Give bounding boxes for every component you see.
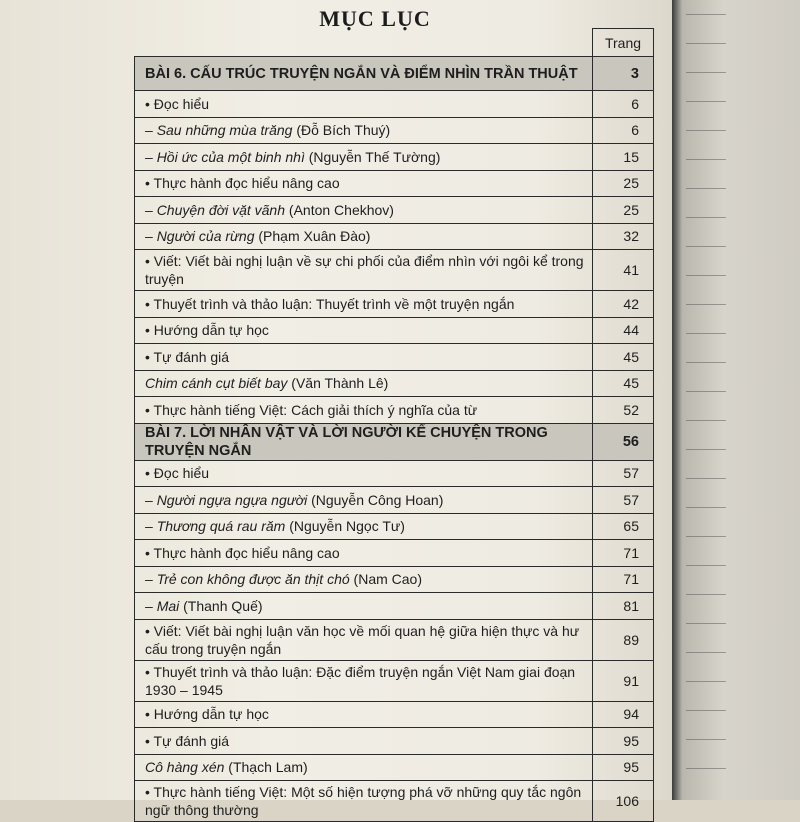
entry-marker: – [145,518,157,535]
entry-page-number: 91 [593,660,654,701]
adjacent-page-rule [686,594,726,595]
entry-page-number: 106 [593,781,654,822]
entry-author: (Nguyễn Ngọc Tư) [285,518,405,535]
toc-entry-row[interactable] [135,91,654,118]
entry-title: Người của rừng [156,228,255,245]
entry-marker: – [145,148,157,165]
entry-author: (Nguyễn Thế Tường) [304,148,441,165]
adjacent-page-rule [686,246,726,247]
entry-page-number: 25 [593,170,654,197]
toc-entry [135,619,593,660]
toc-entry-row[interactable] [135,513,654,540]
toc-entry-row[interactable] [135,317,654,344]
toc-entry [135,660,593,701]
entry-page-number: 6 [593,117,654,144]
entry-page-number: 45 [593,344,654,371]
adjacent-page-rule [686,362,726,363]
entry-marker: – [145,597,157,614]
entry-marker: • [145,732,154,749]
entry-title: Thực hành đọc hiểu nâng cao [153,544,340,561]
entry-title: Chim cánh cụt biết bay [145,375,288,392]
entry-title: Tự đánh giá [153,732,230,749]
adjacent-page-strip [672,0,800,800]
entry-page-number: 32 [593,223,654,250]
toc-entry-row[interactable] [135,223,654,250]
entry-title: Hồi ức của một binh nhì [156,148,305,165]
page-column-header: Trang [593,29,654,57]
toc-entry-row[interactable] [135,460,654,487]
toc-entry [135,223,593,250]
toc-entry-row[interactable] [135,566,654,593]
toc-entry-row[interactable] [135,754,654,781]
toc-entry-row[interactable] [135,197,654,224]
adjacent-page-rule [686,681,726,682]
toc-entry [135,460,593,487]
entry-title: Sau những mùa trăng [156,122,293,139]
lesson-page-number: 56 [593,423,654,460]
adjacent-page-rule [686,507,726,508]
toc-entry-row[interactable] [135,397,654,424]
entry-marker: • [145,622,154,639]
toc-entry [135,754,593,781]
entry-title: Hướng dẫn tự học [153,322,269,339]
entry-title: Viết: Viết bài nghị luận về sự chi phối của điểm nhìn với ngôi kể trong truyện [145,253,584,287]
page-title: MỤC LỤC [319,6,431,31]
entry-title: Người ngựa ngựa người [156,491,308,508]
entry-title: Hướng dẫn tự học [153,706,269,723]
entry-marker: • [145,663,154,680]
entry-title: Viết: Viết bài nghị luận văn học về mối quan hệ giữa hiện thực và hư cấu trong truyện ngắn [145,622,580,657]
toc-entry [135,370,593,397]
entry-title: Cô hàng xén [145,759,225,776]
toc-entry-row[interactable] [135,701,654,728]
toc-entry [135,250,593,291]
toc-entry [135,701,593,728]
toc-entry [135,117,593,144]
toc-entry-row[interactable] [135,144,654,171]
entry-page-number: 89 [593,619,654,660]
toc-entry [135,344,593,371]
entry-marker: • [145,348,154,365]
adjacent-page-rule [686,391,726,392]
adjacent-page-rule [686,217,726,218]
entry-marker: • [145,401,154,418]
entry-author: (Phạm Xuân Đào) [254,228,371,245]
entry-page-number: 57 [593,460,654,487]
entry-author: (Anton Chekhov) [285,201,394,218]
entry-page-number: 95 [593,754,654,781]
entry-title: Đọc hiểu [153,95,210,112]
entry-marker: – [145,491,157,508]
adjacent-page-rule [686,101,726,102]
entry-author: (Nguyễn Công Hoan) [307,491,444,508]
entry-marker: • [145,544,154,561]
entry-page-number: 41 [593,250,654,291]
adjacent-page-rule [686,623,726,624]
toc-entry [135,781,593,822]
entry-marker: • [145,465,154,482]
entry-page-number: 71 [593,566,654,593]
entry-page-number: 44 [593,317,654,344]
toc-entry-row[interactable] [135,540,654,567]
entry-marker: – [145,201,157,218]
adjacent-page-rule [686,739,726,740]
entry-page-number: 65 [593,513,654,540]
lesson-heading: BÀI 6. CẤU TRÚC TRUYỆN NGẮN VÀ ĐIỂM NHÌN TRẦN THUẬT [135,57,593,91]
lesson-page-number: 3 [593,57,654,91]
toc-entry [135,540,593,567]
adjacent-page-rule [686,333,726,334]
adjacent-page-rule [686,420,726,421]
entry-page-number: 45 [593,370,654,397]
entry-author: (Thanh Quế) [179,597,263,614]
entry-page-number: 52 [593,397,654,424]
toc-entry-row[interactable] [135,619,654,660]
lesson-heading-row[interactable] [135,57,654,91]
toc-entry-row[interactable] [135,728,654,755]
toc-entry [135,197,593,224]
adjacent-page-rule [686,768,726,769]
adjacent-page-rule [686,536,726,537]
toc-entry [135,513,593,540]
entry-page-number: 6 [593,91,654,118]
entry-title: Thuyết trình và thảo luận: Đặc điểm truyện ngắn Việt Nam giai đoạn 1930 – 1945 [145,663,576,698]
entry-page-number: 71 [593,540,654,567]
header-empty-cell [135,29,593,57]
adjacent-page-rule [686,304,726,305]
entry-title: Thực hành tiếng Việt: Cách giải thích ý nghĩa của từ [153,401,478,418]
adjacent-page-rule [686,275,726,276]
adjacent-page-rule [686,43,726,44]
lesson-heading: BÀI 7. LỜI NHÂN VẬT VÀ LỜI NGƯỜI KỂ CHUYỆN TRONG TRUYỆN NGẮN [135,423,593,460]
toc-entry [135,91,593,118]
toc-entry-row[interactable] [135,370,654,397]
adjacent-page-rule [686,478,726,479]
adjacent-page-rule [686,72,726,73]
adjacent-page-rule [686,449,726,450]
header-row [135,29,654,57]
entry-title: Đọc hiểu [153,465,210,482]
toc-entry-row[interactable] [135,781,654,822]
adjacent-page-rule [686,710,726,711]
entry-marker: • [145,95,154,112]
entry-title: Chuyện đời vặt vãnh [156,201,286,218]
entry-author: (Văn Thành Lê) [287,375,389,392]
entry-marker: • [145,253,154,269]
entry-title: Thương quá rau răm [156,518,286,535]
entry-page-number: 81 [593,593,654,620]
entry-author: (Nam Cao) [349,571,423,588]
toc-entry [135,566,593,593]
toc-entry [135,170,593,197]
entry-title: Mai [156,597,180,614]
entry-marker: • [145,706,154,723]
entry-title: Thực hành đọc hiểu nâng cao [153,175,340,192]
toc-entry-row[interactable] [135,593,654,620]
toc-entry [135,728,593,755]
entry-page-number: 57 [593,487,654,514]
adjacent-page-rule [686,159,726,160]
toc-entry [135,397,593,424]
entry-page-number: 94 [593,701,654,728]
entry-page-number: 95 [593,728,654,755]
adjacent-page-rule [686,565,726,566]
toc-entry [135,291,593,318]
table-of-contents [134,28,654,822]
toc-entry-row[interactable] [135,250,654,291]
entry-title: Thuyết trình và thảo luận: Thuyết trình về một truyện ngắn [153,295,515,312]
toc-entry-row[interactable] [135,344,654,371]
entry-title: Trẻ con không được ăn thịt chó [156,571,350,588]
adjacent-page-rule [686,652,726,653]
entry-page-number: 25 [593,197,654,224]
adjacent-page-rule [686,14,726,15]
entry-marker: • [145,295,154,312]
lesson-heading-row[interactable] [135,423,654,460]
entry-marker: • [145,322,154,339]
toc-entry [135,487,593,514]
entry-marker: • [145,175,154,192]
toc-entry-row[interactable] [135,117,654,144]
entry-marker: • [145,784,154,800]
toc-entry-row[interactable] [135,291,654,318]
toc-entry-row[interactable] [135,487,654,514]
toc-entry [135,593,593,620]
entry-author: (Đỗ Bích Thuý) [292,122,391,139]
entry-marker: – [145,571,157,588]
toc-entry-row[interactable] [135,170,654,197]
adjacent-page-rule [686,130,726,131]
entry-page-number: 42 [593,291,654,318]
entry-author: (Thạch Lam) [224,759,308,776]
adjacent-page-rule [686,188,726,189]
entry-page-number: 15 [593,144,654,171]
toc-entry-row[interactable] [135,660,654,701]
entry-title: Thực hành tiếng Việt: Một số hiện tượng phá vỡ những quy tắc ngôn ngữ thông thường [145,784,582,818]
toc-entry [135,144,593,171]
toc-entry [135,317,593,344]
entry-marker: – [145,122,157,139]
entry-marker: – [145,228,157,245]
entry-title: Tự đánh giá [153,348,230,365]
